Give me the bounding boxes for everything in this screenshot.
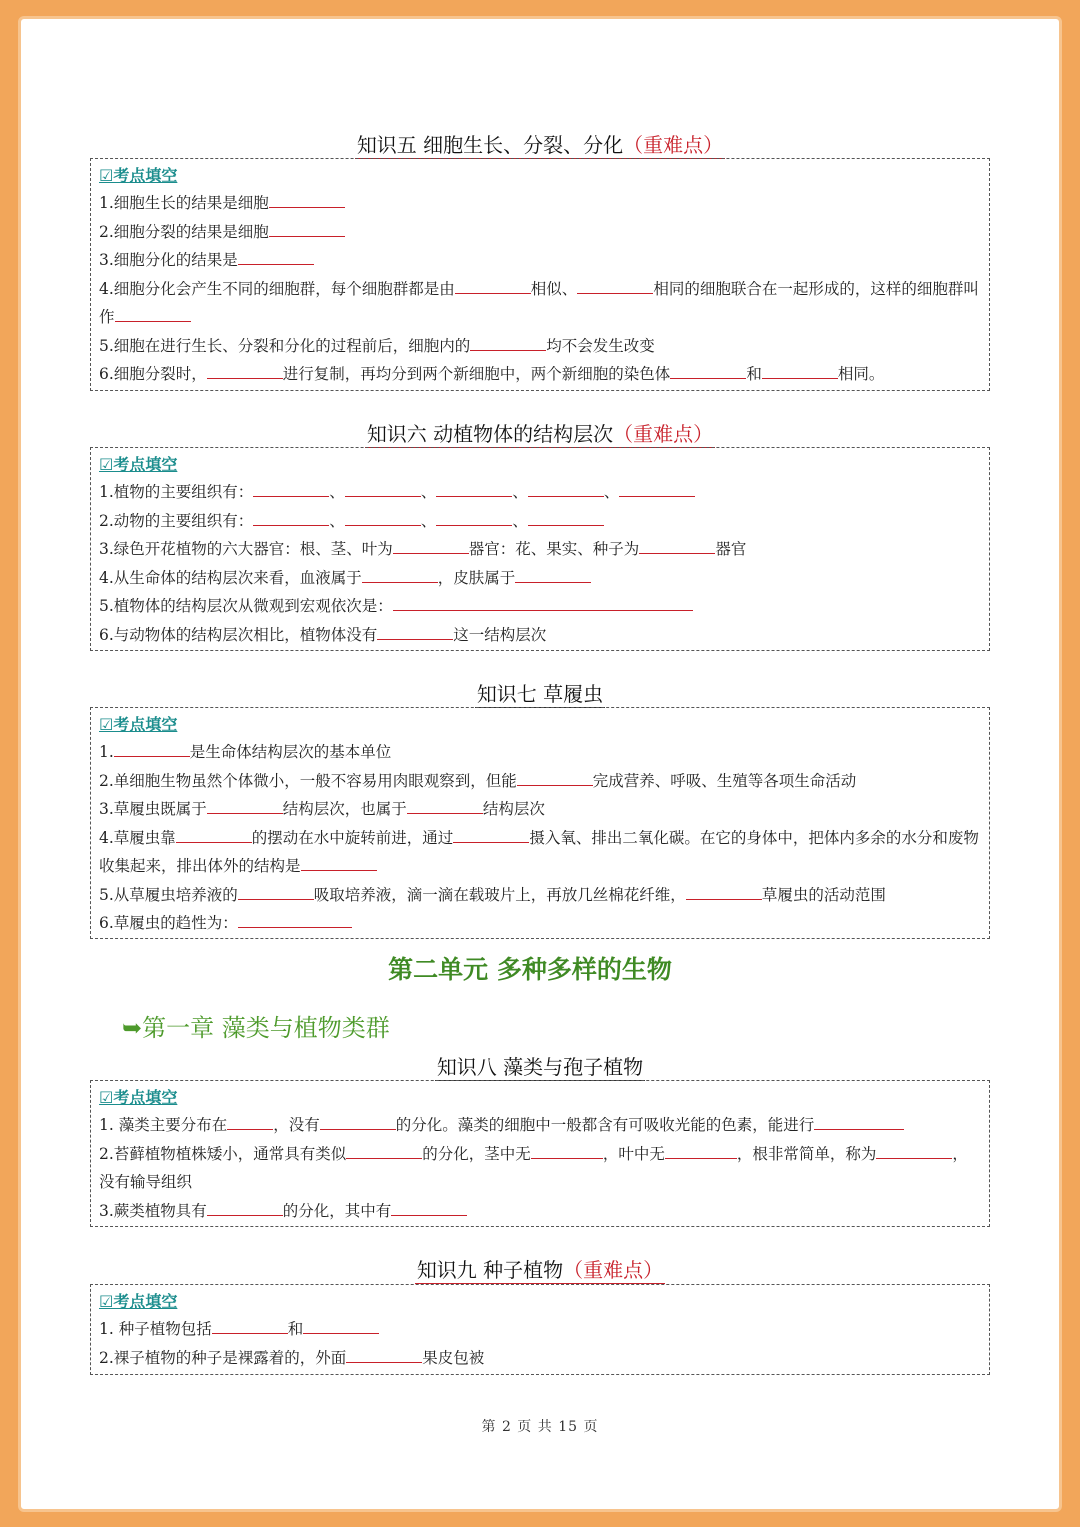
answer-blank[interactable]	[269, 221, 345, 237]
answer-blank[interactable]	[238, 912, 352, 928]
question: 2.裸子植物的种子是裸露着的，外面 果皮包被	[99, 1348, 485, 1367]
exercise-box-6	[90, 447, 990, 651]
answer-blank[interactable]	[269, 192, 345, 208]
question: 1.细胞生长的结果是细胞	[99, 189, 983, 218]
section-title: 知识九 种子植物	[416, 1258, 564, 1282]
answer-blank[interactable]	[577, 278, 653, 294]
answer-blank[interactable]	[345, 481, 421, 497]
box-title: ☑考点填空	[99, 1292, 178, 1311]
answer-blank[interactable]	[393, 595, 693, 611]
question: 2.动物的主要组织有： 、 、 、	[99, 507, 983, 536]
exercise-box-5	[90, 158, 990, 391]
section-heading-5	[0, 132, 1080, 159]
answer-blank[interactable]	[176, 827, 252, 843]
box-title: ☑考点填空	[99, 1088, 178, 1107]
answer-blank[interactable]	[517, 770, 593, 786]
question: 6.细胞分裂时， 进行复制，再均分到两个新细胞中，两个新细胞的染色体 和 相同。	[99, 365, 885, 383]
answer-blank[interactable]	[238, 884, 314, 900]
key-point-tag: （重难点）	[623, 133, 724, 157]
question: 4.草履虫靠 的摆动在水中旋转前进，通过 摄入氧、排出二氧化碳。在它的身体中，把体内多余的水分和废物收集起来，排出体外的结构是	[99, 828, 979, 875]
question: 3.绿色开花植物的六大器官：根、茎、叶为 器官：花、果实、种子为 器官	[99, 540, 747, 558]
answer-blank[interactable]	[876, 1143, 952, 1159]
answer-blank[interactable]	[470, 335, 546, 351]
section-title: 知识七 草履虫	[476, 682, 604, 706]
answer-blank[interactable]	[391, 1200, 467, 1216]
section-heading-9	[0, 1257, 1080, 1284]
answer-blank[interactable]	[407, 798, 483, 814]
box-title: ☑考点填空	[99, 455, 178, 474]
question: 5.细胞在进行生长、分裂和分化的过程前后，细胞内的 均不会发生改变	[99, 336, 655, 355]
answer-blank[interactable]	[115, 306, 191, 322]
question: 4.从生命体的结构层次来看，血液属于 ，皮肤属于	[99, 564, 983, 593]
question: 4.细胞分化会产生不同的细胞群，每个细胞群都是由 相似、 相同的细胞联合在一起形成的，这样的细胞群叫作	[99, 279, 979, 326]
section-title: 知识六 动植物体的结构层次	[366, 422, 614, 446]
answer-blank[interactable]	[665, 1143, 737, 1159]
answer-blank[interactable]	[227, 1114, 273, 1130]
section-heading-8	[0, 1054, 1080, 1081]
exercise-box-7	[90, 707, 990, 939]
question: 1. 是生命体结构层次的基本单位	[99, 743, 392, 761]
question: 6.与动物体的结构层次相比，植物体没有 这一结构层次	[99, 625, 547, 644]
answer-blank[interactable]	[114, 741, 190, 757]
answer-blank[interactable]	[345, 510, 421, 526]
answer-blank[interactable]	[639, 538, 715, 554]
answer-blank[interactable]	[238, 249, 314, 265]
section-title: 知识五 细胞生长、分裂、分化	[356, 133, 624, 157]
section-title: 知识八 藻类与孢子植物	[436, 1055, 644, 1079]
answer-blank[interactable]	[453, 827, 529, 843]
section-heading-7	[0, 681, 1080, 708]
answer-blank[interactable]	[436, 481, 512, 497]
answer-blank[interactable]	[686, 884, 762, 900]
answer-blank[interactable]	[436, 510, 512, 526]
question: 1. 种子植物包括 和	[99, 1315, 983, 1344]
question: 3.草履虫既属于 结构层次，也属于 结构层次	[99, 800, 545, 818]
question: 5.植物体的结构层次从微观到宏观依次是：	[99, 592, 983, 621]
answer-blank[interactable]	[320, 1114, 396, 1130]
key-point-tag: （重难点）	[563, 1258, 664, 1282]
question: 2.苔藓植物植株矮小，通常具有类似 的分化，茎中无 ，叶中无 ，根非常简单，称为 ，没有输导组织	[99, 1144, 968, 1191]
answer-blank[interactable]	[455, 278, 531, 294]
question: 1. 藻类主要分布在 ，没有 的分化。藻类的细胞中一般都含有可吸收光能的色素，能进行	[99, 1111, 983, 1140]
answer-blank[interactable]	[814, 1114, 904, 1130]
answer-blank[interactable]	[346, 1143, 422, 1159]
question: 3.蕨类植物具有 的分化，其中有	[99, 1197, 983, 1226]
question: 2.细胞分裂的结果是细胞	[99, 218, 983, 247]
unit-title: 第二单元 多种多样的生物	[388, 955, 672, 984]
answer-blank[interactable]	[619, 481, 695, 497]
answer-blank[interactable]	[670, 363, 746, 379]
answer-blank[interactable]	[253, 510, 329, 526]
page-number: 第 2 页 共 15 页	[481, 1419, 599, 1435]
answer-blank[interactable]	[531, 1143, 603, 1159]
answer-blank[interactable]	[303, 1318, 379, 1334]
answer-blank[interactable]	[528, 510, 604, 526]
key-point-tag: （重难点）	[613, 422, 714, 446]
question: 2.单细胞生物虽然个体微小，一般不容易用肉眼观察到，但能 完成营养、呼吸、生殖等各项生命活动	[99, 771, 857, 790]
answer-blank[interactable]	[207, 363, 283, 379]
section-heading-6	[0, 421, 1080, 448]
answer-blank[interactable]	[346, 1347, 422, 1363]
box-title: ☑考点填空	[99, 715, 178, 734]
answer-blank[interactable]	[301, 855, 377, 871]
answer-blank[interactable]	[362, 567, 438, 583]
answer-blank[interactable]	[762, 363, 838, 379]
answer-blank[interactable]	[212, 1318, 288, 1334]
question: 5.从草履虫培养液的 吸取培养液，滴一滴在载玻片上，再放几丝棉花纤维， 草履虫的活动范围	[99, 885, 886, 904]
exercise-box-9	[90, 1284, 990, 1375]
answer-blank[interactable]	[515, 567, 591, 583]
answer-blank[interactable]	[393, 538, 469, 554]
answer-blank[interactable]	[377, 624, 453, 640]
answer-blank[interactable]	[207, 1200, 283, 1216]
box-title: ☑考点填空	[99, 166, 178, 185]
chapter-title: ➥第一章 藻类与植物类群	[122, 1014, 390, 1042]
answer-blank[interactable]	[528, 481, 604, 497]
question: 3.细胞分化的结果是	[99, 246, 983, 275]
question: 1.植物的主要组织有： 、 、 、 、	[99, 478, 983, 507]
question: 6.草履虫的趋性为：	[99, 909, 983, 938]
answer-blank[interactable]	[253, 481, 329, 497]
answer-blank[interactable]	[207, 798, 283, 814]
exercise-box-8	[90, 1080, 990, 1227]
